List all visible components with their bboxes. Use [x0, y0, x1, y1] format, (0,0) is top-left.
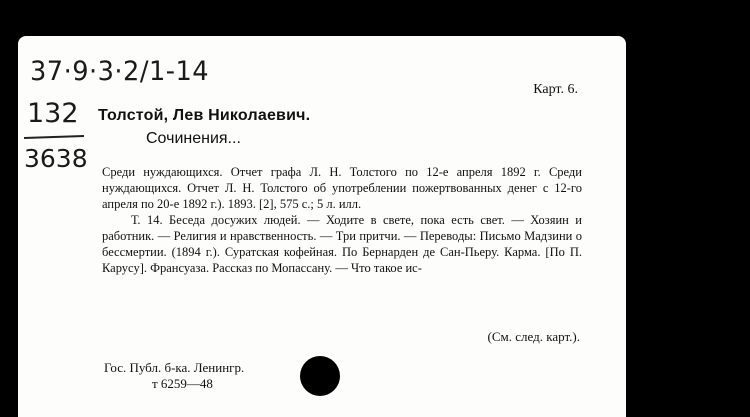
title-heading: Сочинения...: [146, 130, 241, 147]
description-paragraph-2: Т. 14. Беседа досужих людей. — Ходите в свете, пока есть свет. — Хозяин и работник. — Религия и нравственность. — Три притчи. — Переводы: Письмо Мадзини о бессмертии. (1894 г.). Суратская кофейная. По Бернарден де Сан-Пьеру. Карма. [По П. Карусу]. Франсуаза. Рассказ по Мопассану. — Что такое ис-: [102, 213, 582, 275]
punch-hole: [300, 356, 340, 396]
shelf-mark: 37·9·3·2/1-14: [30, 56, 210, 87]
library-name: Гос. Публ. б-ка. Ленингр.: [104, 360, 245, 375]
print-order: т 6259—48: [152, 376, 213, 391]
continuation-note: (См. след. карт.).: [487, 329, 580, 344]
catalog-card: [18, 36, 626, 417]
description-body: [102, 164, 582, 276]
author-heading: Толстой, Лев Николаевич.: [98, 107, 311, 124]
library-stamp: [104, 360, 244, 392]
call-number-top: 132: [27, 98, 79, 129]
description-paragraph-1: Среди нуждающихся. Отчет графа Л. Н. Толстого по 12-е апреля 1892 г. Среди нуждающихся. Отчет Л. Н. Толстого об употреблении пожертвованных денег с 12-го апреля по 20-е 1892 г.). 1893. [2], 575 с.; 5 л. илл.: [102, 165, 582, 211]
card-number: Карт. 6.: [533, 82, 578, 97]
call-number-bottom: 3638: [24, 144, 88, 173]
call-number-divider: [24, 135, 84, 139]
